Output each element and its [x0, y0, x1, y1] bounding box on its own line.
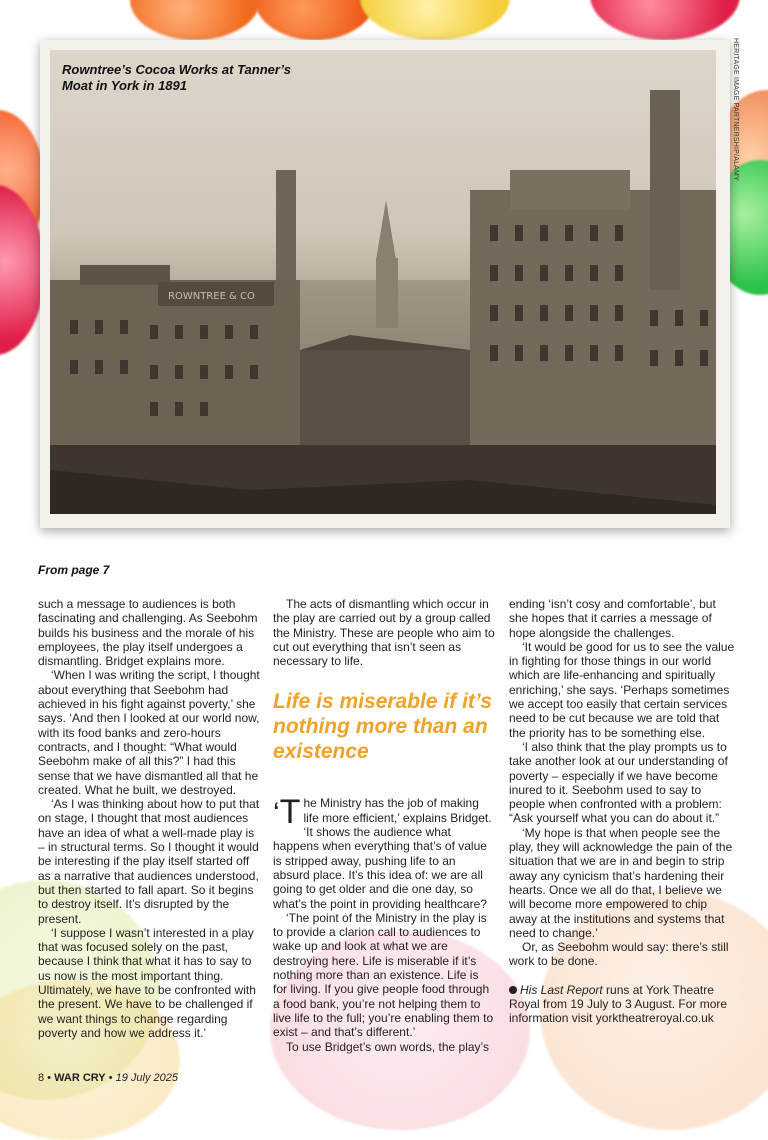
paragraph: ‘The point of the Ministry in the play is to provide a clarion call to audiences to wake up and look at what we are destroying here. Life is miserable if it’s nothing more than an existence. Life is for living. If you give people food through a food bank, you’re not helping them to live life to the full; you’re enabling them to exist – and that’s different.’ — [273, 910, 494, 1040]
paragraph: ending ‘isn’t cosy and comfortable’, but she hopes that it carries a message of hope alongside the challenges. — [509, 597, 716, 640]
paragraph: ‘I also think that the play prompts us to take another look at our understanding of poverty – especially if we have become inured to it. Seebohm used to say to people when confronted with a problem: “Ask yourself what you can do about it.” — [509, 739, 728, 826]
sweet-decoration — [590, 0, 740, 40]
separator: • — [105, 1072, 116, 1084]
magazine-name: WAR CRY — [54, 1072, 106, 1084]
section-heading: Life is miserable if it’s nothing more than an existence — [273, 690, 493, 764]
paragraph: ‘As I was thinking about how to put that on stage, I thought that most audiences have an idea of what a well-made play is – in structural terms. So I thought it would be interesting if the play itself started off as a narrative that audiences understood, but then started to fall apart. So it begins to destroy itself. It’s disrupted by the present. — [38, 797, 260, 926]
paragraph: To use Bridget’s own words, the play’s — [286, 1039, 489, 1054]
article-column-1 — [38, 597, 260, 1040]
show-title: His Last Report — [520, 982, 603, 997]
article-column-2 — [273, 597, 495, 1054]
sweet-decoration — [360, 0, 510, 40]
drop-cap: ‘T — [273, 793, 301, 832]
show-info — [509, 983, 738, 1026]
issue-date: 19 July 2025 — [115, 1072, 178, 1084]
separator: • — [44, 1072, 55, 1084]
paragraph: Or, as Seebohm would say: there’s still work to be done. — [509, 940, 729, 969]
page-footer — [38, 1072, 178, 1084]
show-info-text: runs at York Theatre Royal from 19 July to 3 August. For more information visit yorktheatreroyal.co.uk — [509, 982, 728, 1026]
paragraph: such a message to audiences is both fascinating and challenging. As Seebohm builds his business and the morale of his employees, the play itself undergoes a dismantling. Bridget explains more. — [38, 597, 258, 669]
sweet-decoration — [130, 0, 260, 40]
paragraph-dropcap: ‘T he Ministry has the job of making life more efficient,’ explains Bridget. ‘It shows the audience what happens when everything that’s of value is stripped away, pushing life to an absurd place. It’s this idea of: we are all going to get older and die one day, so what’s the point in providing healthcare? — [273, 793, 492, 911]
historic-factory-photo — [50, 50, 716, 514]
paragraph: ‘When I was writing the script, I thought about everything that Seebohm had achieved in his fight against poverty,’ she says. ‘And then I looked at our world now, with its food banks and zero-hours contracts, and I thought: “What would Seebohm make of all this?” I had this sense that we have dismantled all that he created. What he built, we destroyed. — [38, 668, 260, 797]
factory-illustration — [50, 50, 716, 514]
article-column-3 — [509, 597, 738, 1026]
photo-frame — [40, 40, 730, 528]
photo-credit: HERITAGE IMAGE PARTNERSHIP/ALAMY — [732, 38, 739, 181]
photo-caption: Rowntree’s Cocoa Works at Tanner’s Moat in York in 1891 — [62, 62, 292, 93]
paragraph: ‘My hope is that when people see the play, they will acknowledge the pain of the situation that we are in and begin to strip away any cynicism that’s hardening their hearts. Once we all do that, I believe we will become more empowered to chip away at the institutions and systems that need to change.’ — [509, 825, 733, 940]
paragraph: ‘I suppose I wasn’t interested in a play that was focused solely on the past, because I think that what it has to say to us now is the most important thing. Ultimately, we have to be confronted with the present. We have to be challenged if we want things to change regarding poverty and how we address it.’ — [38, 925, 256, 1040]
factory-sign: ROWNTREE & CO — [168, 291, 255, 302]
page-number: 8 — [38, 1072, 45, 1084]
sweet-decoration — [255, 0, 375, 40]
paragraph: ‘It would be good for us to see the value in fighting for those things in our world which are life-enhancing and spiritually enriching,’ she says. ‘Perhaps sometimes we accept too easily that certain services need to be cut because we are told that the priority has to be something else. — [509, 639, 735, 740]
bullet-icon — [509, 986, 517, 994]
continued-from-label: From page 7 — [38, 563, 110, 577]
paragraph: The acts of dismantling which occur in the play are carried out by a group called the Ministry. These are people who aim to cut out everything that isn’t seen as necessary to life. — [273, 597, 495, 669]
